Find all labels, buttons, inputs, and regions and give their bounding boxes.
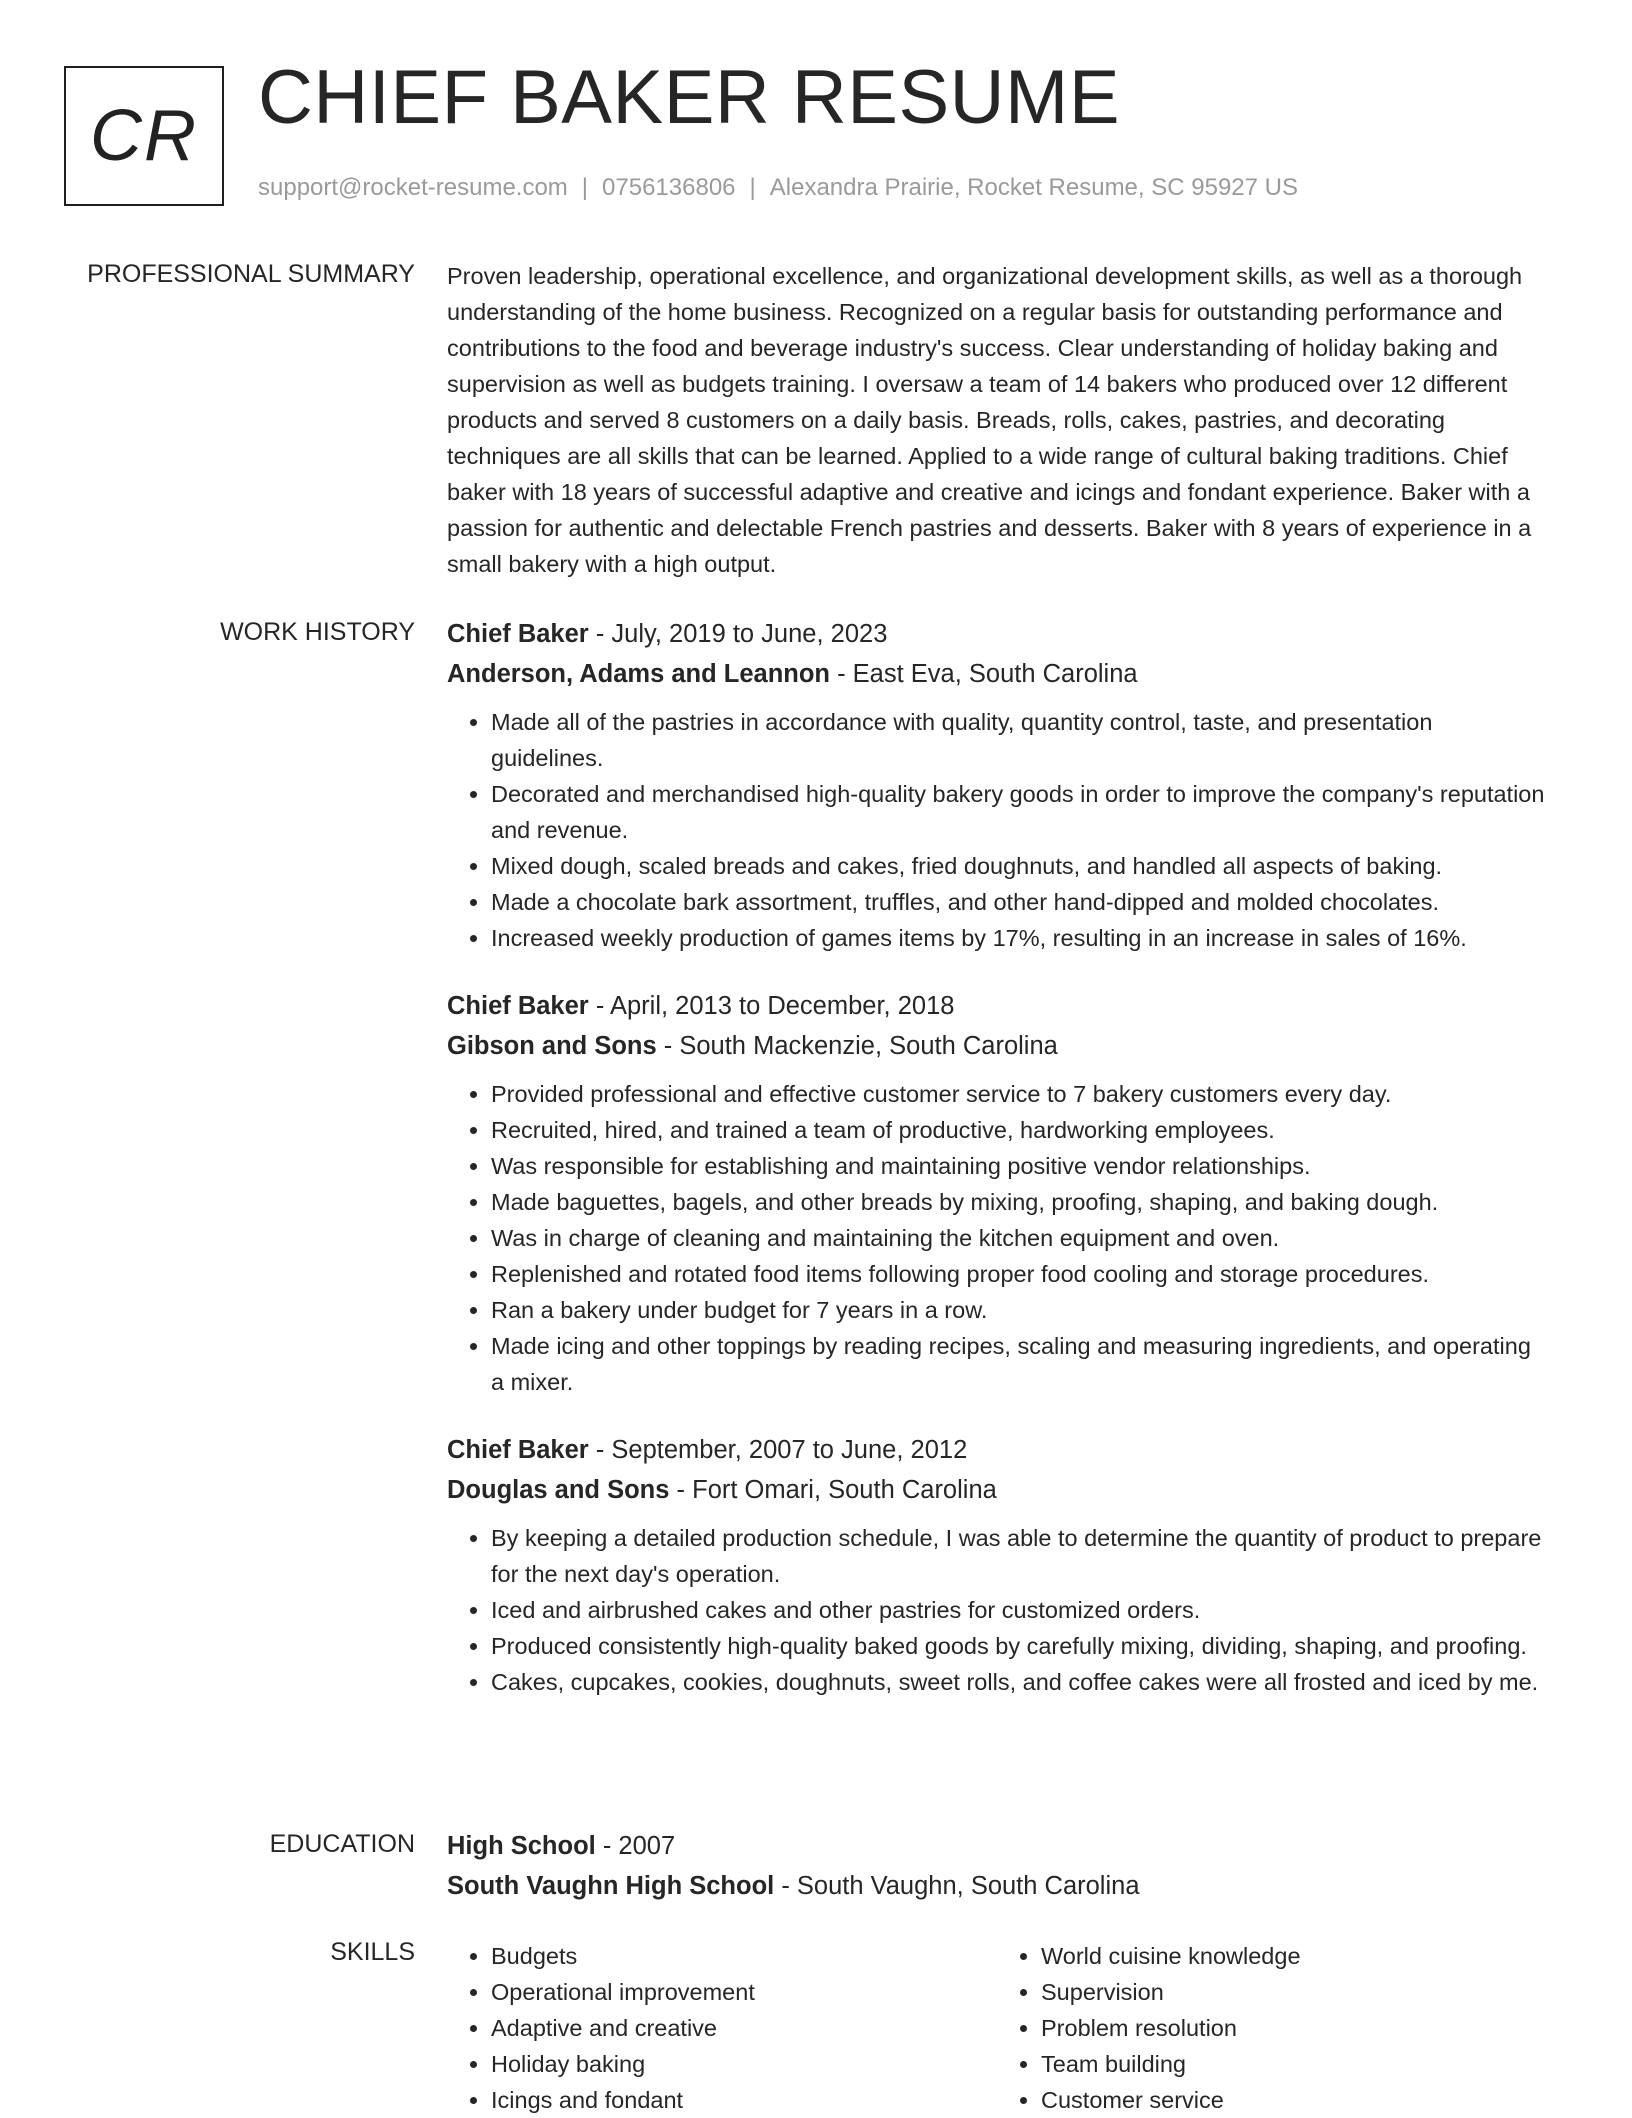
job-title: Chief Baker xyxy=(447,1436,589,1464)
education-label: EDUCATION xyxy=(269,1830,415,1858)
job-bullet: • Iced and airbrushed cakes and other pastries for customized orders. xyxy=(491,1592,1547,1628)
job-bullet: • Made icing and other toppings by reading recipes, scaling and measuring ingredients, and operating a mixer. xyxy=(491,1328,1547,1400)
job-company: Douglas and Sons xyxy=(447,1476,670,1504)
monogram-badge xyxy=(64,66,224,206)
skill-item: • Adaptive and creative xyxy=(491,2010,997,2046)
education-body xyxy=(447,1826,1547,1906)
skill-item: • Supervision xyxy=(1041,1974,1547,2010)
job-dates: - July, 2019 to June, 2023 xyxy=(588,620,888,648)
job-title: Chief Baker xyxy=(447,620,589,648)
job-dates: - April, 2013 to December, 2018 xyxy=(588,992,955,1020)
contact-phone[interactable]: 0756136806 xyxy=(602,174,736,201)
education-year: - 2007 xyxy=(595,1832,676,1860)
job-company-line xyxy=(447,1470,1547,1510)
job-bullet: • Replenished and rotated food items following proper food cooling and storage procedures. xyxy=(491,1256,1547,1292)
job-company-line xyxy=(447,1026,1547,1066)
job-entry xyxy=(447,1430,1547,1700)
education-school-line xyxy=(447,1866,1547,1906)
job-bullet: • Provided professional and effective customer service to 7 bakery customers every day. xyxy=(491,1076,1547,1112)
job-bullet: • Made a chocolate bark assortment, truffles, and other hand-dipped and molded chocolates. xyxy=(491,884,1547,920)
skills-columns xyxy=(447,1938,1547,2118)
job-bullet: • Decorated and merchandised high-quality bakery goods in order to improve the company's reputation and revenue. xyxy=(491,776,1547,848)
job-bullets xyxy=(447,704,1547,956)
contact-separator: | xyxy=(581,174,589,201)
job-bullet: • Cakes, cupcakes, cookies, doughnuts, sweet rolls, and coffee cakes were all frosted and iced by me. xyxy=(491,1664,1547,1700)
contact-line xyxy=(258,174,1298,202)
skill-item: • World cuisine knowledge xyxy=(1041,1938,1547,1974)
job-bullet: • Was responsible for establishing and maintaining positive vendor relationships. xyxy=(491,1148,1547,1184)
job-bullet: • Mixed dough, scaled breads and cakes, fried doughnuts, and handled all aspects of baking. xyxy=(491,848,1547,884)
job-title: Chief Baker xyxy=(447,992,589,1020)
job-title-line xyxy=(447,986,1547,1026)
skills-body xyxy=(447,1938,1547,2118)
skill-item: • Team building xyxy=(1041,2046,1547,2082)
contact-email[interactable]: support@rocket-resume.com xyxy=(258,174,568,201)
job-location: - South Mackenzie, South Carolina xyxy=(656,1032,1058,1060)
skills-label: SKILLS xyxy=(330,1938,415,1966)
skill-item: • Operational improvement xyxy=(491,1974,997,2010)
summary-text: Proven leadership, operational excellence, and organizational development skills, as well as a thorough understanding of the home business. Recognized on a regular basis for outstanding performance and contributions to the food and beverage industry's success. Clear understanding of holiday baking and supervision as well as budgets training. I oversaw a team of 14 bakers who produced over 12 different products and served 8 customers on a daily basis. Breads, rolls, cakes, pastries, and decorating techniques are all skills that can be learned. Applied to a wide range of cultural baking traditions. Chief baker with 18 years of successful adaptive and creative and icings and fondant experience. Baker with a passion for authentic and delectable French pastries and desserts. Baker with 8 years of experience in a small bakery with a high output. xyxy=(447,263,1532,577)
job-location: - Fort Omari, South Carolina xyxy=(669,1476,997,1504)
job-bullet: • Was in charge of cleaning and maintaining the kitchen equipment and oven. xyxy=(491,1220,1547,1256)
summary-body xyxy=(447,258,1547,582)
contact-separator: | xyxy=(749,174,756,201)
education-school: South Vaughn High School xyxy=(447,1872,775,1900)
monogram-initials: CR xyxy=(90,96,198,176)
job-dates: - September, 2007 to June, 2012 xyxy=(588,1436,968,1464)
job-title-line xyxy=(447,614,1547,654)
job-bullet: • By keeping a detailed production schedule, I was able to determine the quantity of product to prepare for the next day's operation. xyxy=(491,1520,1547,1592)
education-degree: High School xyxy=(447,1832,596,1860)
job-title-line xyxy=(447,1430,1547,1470)
job-bullet: • Made all of the pastries in accordance with quality, quantity control, taste, and presentation guidelines. xyxy=(491,704,1547,776)
skill-item: • Problem resolution xyxy=(1041,2010,1547,2046)
job-bullets xyxy=(447,1520,1547,1700)
skill-item: • Holiday baking xyxy=(491,2046,997,2082)
job-bullets xyxy=(447,1076,1547,1400)
work-history-label: WORK HISTORY xyxy=(220,618,415,646)
skill-item: • Customer service xyxy=(1041,2082,1547,2118)
job-company-line xyxy=(447,654,1547,694)
job-entry xyxy=(447,986,1547,1400)
job-bullet: • Recruited, hired, and trained a team of productive, hardworking employees. xyxy=(491,1112,1547,1148)
work-history-body xyxy=(447,614,1547,1730)
skills-list-right xyxy=(997,1938,1547,2118)
skill-item: • Icings and fondant xyxy=(491,2082,997,2118)
skill-item: • Budgets xyxy=(491,1938,997,1974)
contact-address: Alexandra Prairie, Rocket Resume, SC 95927 US xyxy=(769,174,1298,201)
job-company: Gibson and Sons xyxy=(447,1032,657,1060)
job-bullet: • Made baguettes, bagels, and other breads by mixing, proofing, shaping, and baking dough. xyxy=(491,1184,1547,1220)
skills-list-left xyxy=(447,1938,997,2118)
education-location: - South Vaughn, South Carolina xyxy=(774,1872,1140,1900)
job-bullet: • Produced consistently high-quality baked goods by carefully mixing, dividing, shaping, and proofing. xyxy=(491,1628,1547,1664)
job-company: Anderson, Adams and Leannon xyxy=(447,660,831,688)
summary-label: PROFESSIONAL SUMMARY xyxy=(87,260,415,288)
resume-title: CHIEF BAKER RESUME xyxy=(258,55,1121,140)
job-bullet: • Ran a bakery under budget for 7 years in a row. xyxy=(491,1292,1547,1328)
job-bullet: • Increased weekly production of games items by 17%, resulting in an increase in sales of 16%. xyxy=(491,920,1547,956)
education-degree-line xyxy=(447,1826,1547,1866)
job-location: - East Eva, South Carolina xyxy=(830,660,1138,688)
job-entry xyxy=(447,614,1547,956)
